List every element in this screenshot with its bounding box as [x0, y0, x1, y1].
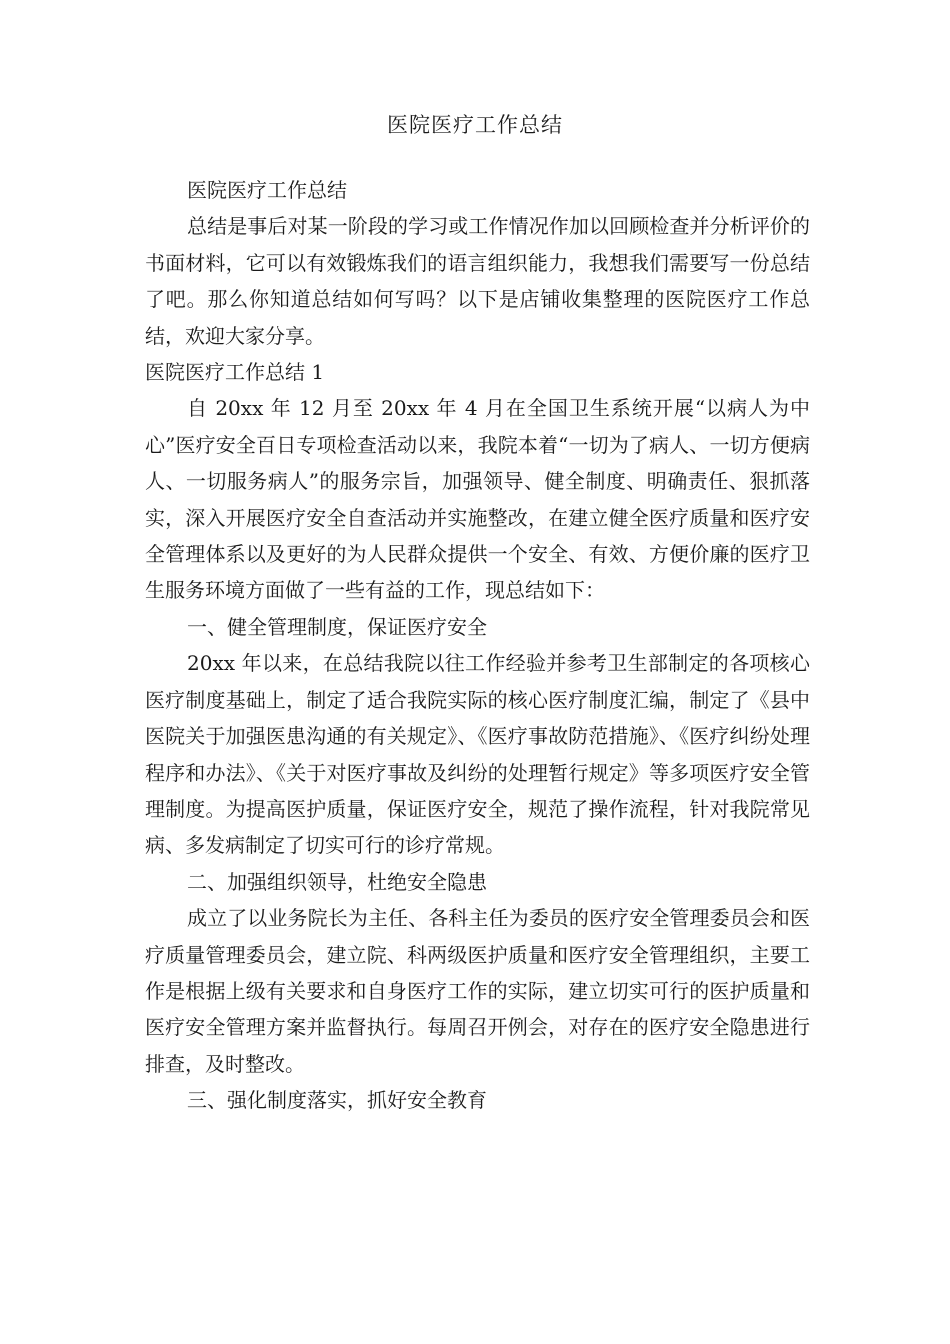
paragraph-subtitle: 医院医疗工作总结 — [187, 178, 347, 202]
paragraph-section-2: 成立了以业务院长为主任、各科主任为委员的医疗安全管理委员会和医疗质量管理委员会，建立院、科两级医护质量和医疗安全管理组织，主要工作是根据上级有关要求和自身医疗工作的实际，建立切实可行的医护质量和医疗安全管理方案并监督执行。每周召开例会，对存在的医疗安全隐患进行排查，及时整改。 — [145, 906, 810, 1076]
heading-section-3: 三、强化制度落实，抓好安全教育 — [187, 1088, 487, 1113]
paragraph-section-1: 20xx 年以来，在总结我院以往工作经验并参考卫生部制定的各项核心医疗制度基础上，制定了适合我院实际的核心医疗制度汇编，制定了《县中医院关于加强医患沟通的有关规定》、《医疗事故防范措施》、《医疗纠纷处理程序和办法》、《关于对医疗事故及纠纷的处理暂行规定》等多项医疗安全管理制度。为提高医护质量，保证医疗安全，规范了操作流程，针对我院常见病、多发病制定了切实可行的诊疗常规。 — [145, 651, 810, 858]
paragraph-intro: 总结是事后对某一阶段的学习或工作情况作加以回顾检查并分析评价的书面材料，它可以有效锻炼我们的语言组织能力，我想我们需要写一份总结了吧。那么你知道总结如何写吗？以下是店铺收集整理的医院医疗工作总结，欢迎大家分享。 — [145, 214, 810, 348]
page-title: 医院医疗工作总结 — [387, 113, 563, 137]
paragraph-overview: 自 20xx 年 12 月至 20xx 年 4 月在全国卫生系统开展“以病人为中心”医疗安全百日专项检查活动以来，我院本着“一切为了病人、一切方便病人、一切服务病人”的服务宗旨，加强领导、健全制度、明确责任、狠抓落实，深入开展医疗安全自查活动并实施整改，在建立健全医疗质量和医疗安全管理体系以及更好的为人民群众提供一个安全、有效、方便价廉的医疗卫生服务环境方面做了一些有益的工作，现总结如下： — [145, 396, 810, 603]
section-heading-summary-1: 医院医疗工作总结 1 — [145, 360, 325, 385]
heading-section-1: 一、健全管理制度，保证医疗安全 — [187, 614, 487, 639]
heading-section-2: 二、加强组织领导，杜绝安全隐患 — [187, 869, 487, 894]
document-body — [145, 172, 810, 1119]
